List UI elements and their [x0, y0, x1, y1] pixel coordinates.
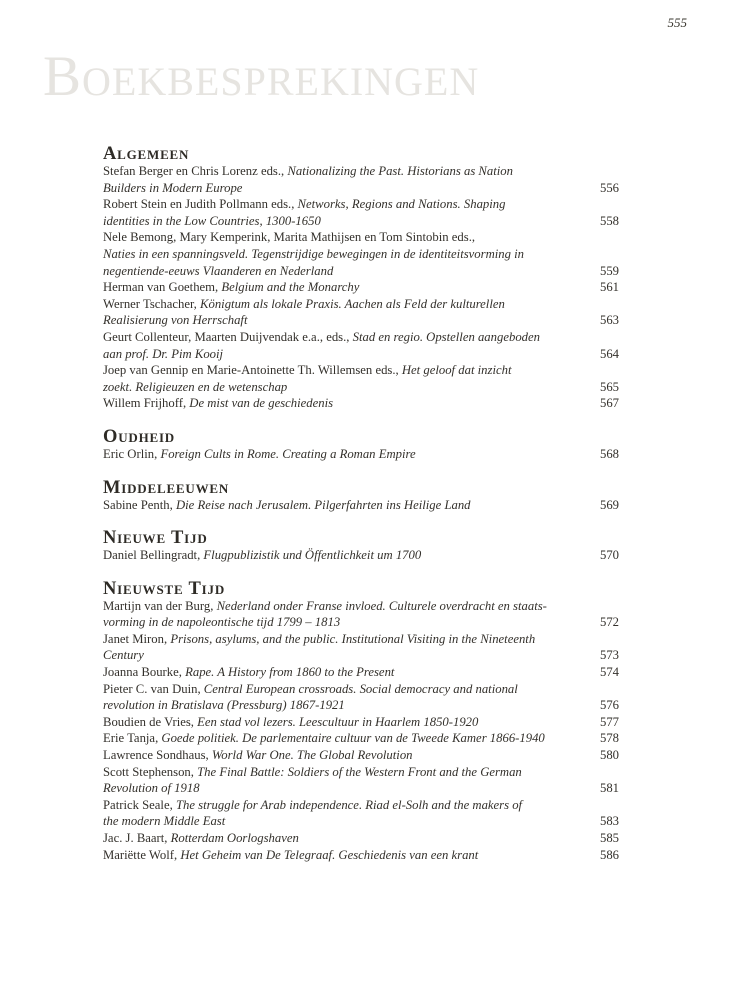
toc-entry: [103, 714, 619, 731]
entry-line: [103, 681, 619, 698]
entry-title-segment: The Final Battle: Soldiers of the Western Front and the German: [197, 764, 522, 779]
entry-title-segment: Stad en regio. Opstellen aangeboden: [352, 329, 540, 344]
entry-title-segment: Revolution of 1918: [103, 781, 200, 796]
toc-entry: [103, 598, 619, 631]
toc-entry: [103, 730, 619, 747]
page-title: Boekbesprekingen: [43, 45, 480, 108]
entry-author-segment: Mariëtte Wolf,: [103, 847, 181, 862]
entry-title-segment: Foreign Cults in Rome. Creating a Roman Empire: [160, 446, 416, 461]
entry-author-segment: Jac. J. Baart,: [103, 831, 171, 845]
toc-entry: [103, 631, 619, 664]
toc-entry: [103, 747, 619, 764]
entry-title-segment: zoekt. Religieuzen en de wetenschap: [103, 379, 288, 394]
section-heading: Nieuwste Tijd: [103, 578, 226, 599]
toc-entry: [103, 163, 619, 196]
entry-page-number: 580: [594, 747, 619, 764]
entry-title-segment: Naties in een spanningsveld. Tegenstrijdige bewegingen in de identiteitsvorming in: [103, 246, 524, 261]
entry-line: [103, 329, 619, 346]
toc-section: [103, 578, 619, 864]
entry-author-segment: Boudien de Vries,: [103, 714, 198, 729]
entry-line: [103, 346, 619, 363]
entry-page-number: 577: [594, 714, 619, 731]
toc-entry: [103, 296, 619, 329]
entry-line: [103, 446, 619, 463]
entry-line: [103, 730, 619, 747]
entry-page-number: 558: [594, 213, 619, 230]
entry-line: [103, 163, 619, 180]
entry-title-segment: Nederland onder Franse invloed. Culturele overdracht en staats-: [216, 598, 547, 613]
toc-entry: [103, 329, 619, 362]
toc-entry: [103, 847, 619, 864]
entry-title-segment: Realisierung von Herrschaft: [103, 313, 248, 328]
toc-entry: [103, 362, 619, 395]
toc-entry: [103, 664, 619, 681]
entry-page-number: 574: [594, 664, 619, 681]
entry-author-segment: Geurt Collenteur, Maarten Duijvendak e.a., eds.,: [103, 329, 353, 344]
toc-section: [103, 530, 619, 564]
entry-author-segment: Martijn van der Burg,: [103, 598, 217, 613]
entry-title-segment: the modern Middle East: [103, 814, 226, 829]
toc-entry: [103, 196, 619, 229]
entry-page-number: 572: [594, 614, 619, 631]
entry-page-number: 561: [594, 279, 619, 296]
entry-title-segment: The struggle for Arab independence. Riad el-Solh and the makers of: [175, 797, 523, 812]
entry-line: [103, 547, 619, 564]
toc-entry: [103, 279, 619, 296]
entry-title-segment: Die Reise nach Jerusalem. Pilgerfahrten ins Heilige Land: [175, 497, 471, 512]
entry-page-number: 573: [594, 647, 619, 664]
toc-entry: [103, 797, 619, 830]
entry-line: [103, 279, 619, 296]
entry-page-number: 565: [594, 379, 619, 396]
entry-page-number: 585: [594, 830, 619, 847]
section-heading: Nieuwe Tijd: [103, 528, 208, 549]
entry-page-number: 563: [594, 312, 619, 329]
entry-line: [103, 697, 619, 714]
section-heading: Algemeen: [103, 144, 190, 164]
entry-page-number: 567: [594, 395, 619, 412]
entry-title-segment: revolution in Bratislava (Pressburg) 1867-1921: [103, 698, 345, 713]
entry-page-number: 581: [594, 780, 619, 797]
entry-line: [103, 797, 619, 814]
entry-title-segment: Königtum als lokale Praxis. Aachen als Feld der kulturellen: [200, 296, 505, 311]
entry-title-segment: World War One. The Global Revolution: [211, 748, 413, 763]
entry-author-segment: Joep van Gennip en Marie-Antoinette Th. Willemsen eds.,: [103, 363, 402, 378]
entry-line: [103, 714, 619, 731]
entry-line: [103, 647, 619, 664]
entry-line: [103, 497, 619, 514]
entry-title-segment: negentiende-eeuws Vlaanderen en Nederland: [103, 263, 334, 278]
toc-entry: [103, 395, 619, 412]
entry-line: [103, 631, 619, 648]
entry-title-segment: Nationalizing the Past. Historians as Nation: [287, 164, 513, 178]
entry-author-segment: Joanna Bourke,: [103, 665, 186, 680]
entry-title-segment: Het geloof dat inzicht: [401, 363, 512, 378]
entry-line: [103, 229, 619, 246]
entry-line: [103, 764, 619, 781]
entry-title-segment: Flugpublizistik und Öffentlichkeit um 1700: [203, 548, 422, 563]
entry-line: [103, 395, 619, 412]
entry-title-segment: vorming in de napoleontische tijd 1799 – 1813: [103, 615, 341, 630]
entry-page-number: 568: [594, 446, 619, 463]
entry-author-segment: Eric Orlin,: [103, 446, 161, 461]
entry-title-segment: Een stad vol lezers. Leescultuur in Haarlem 1850-1920: [197, 714, 479, 729]
entry-line: [103, 196, 619, 213]
entry-title-segment: aan prof. Dr. Pim Kooij: [103, 346, 224, 361]
entry-title-segment: Prisons, asylums, and the public. Institutional Visiting in the Nineteenth: [170, 631, 536, 646]
entry-page-number: 586: [594, 847, 619, 864]
entry-line: [103, 813, 619, 830]
entry-line: [103, 362, 619, 379]
entry-author-segment: Daniel Bellingradt,: [103, 548, 204, 563]
toc-entry: [103, 547, 619, 564]
entry-title-segment: Builders in Modern Europe: [103, 180, 243, 195]
entry-page-number: 564: [594, 346, 619, 363]
toc-entry: [103, 681, 619, 714]
entry-title-segment: Rotterdam Oorlogshaven: [170, 831, 299, 845]
entry-author-segment: Stefan Berger en Chris Lorenz eds.,: [103, 164, 288, 178]
toc-entry: [103, 229, 619, 279]
entry-title-segment: Century: [103, 648, 144, 663]
entry-author-segment: Erie Tanja,: [103, 731, 162, 746]
entry-line: [103, 747, 619, 764]
entry-page-number: 583: [594, 813, 619, 830]
entry-line: [103, 614, 619, 631]
entry-author-segment: Scott Stephenson,: [103, 764, 198, 779]
entry-author-segment: Patrick Seale,: [103, 797, 176, 812]
entry-line: [103, 180, 619, 197]
entry-line: [103, 296, 619, 313]
entry-author-segment: Willem Frijhoff,: [103, 396, 190, 411]
entry-page-number: 556: [594, 180, 619, 197]
entry-line: [103, 379, 619, 396]
entry-line: [103, 664, 619, 681]
entry-line: [103, 213, 619, 230]
folio-page-number: 555: [667, 15, 687, 30]
entry-page-number: 576: [594, 697, 619, 714]
entry-line: [103, 312, 619, 329]
toc-entry: [103, 830, 619, 847]
toc-section: [103, 146, 619, 412]
entry-line: [103, 598, 619, 615]
entry-line: [103, 246, 619, 263]
toc-section: [103, 477, 619, 514]
entry-page-number: 569: [594, 497, 619, 514]
entry-page-number: 559: [594, 263, 619, 280]
entry-line: [103, 263, 619, 280]
toc-section: [103, 426, 619, 463]
entry-title-segment: identities in the Low Countries, 1300-1650: [103, 213, 321, 228]
entry-author-segment: Lawrence Sondhaus,: [103, 748, 212, 763]
entry-title-segment: Het Geheim van De Telegraaf. Geschiedenis van een krant: [180, 847, 479, 862]
entry-line: [103, 780, 619, 797]
entry-author-segment: Nele Bemong, Mary Kemperink, Marita Mathijsen en Tom Sintobin eds.,: [103, 230, 476, 245]
entry-title-segment: De mist van de geschiedenis: [189, 396, 334, 411]
entry-title-segment: Belgium and the Monarchy: [221, 280, 360, 295]
entry-line: [103, 847, 619, 864]
entry-author-segment: Herman van Goethem,: [103, 280, 222, 295]
toc-entry: [103, 497, 619, 514]
entry-title-segment: Rape. A History from 1860 to the Present: [185, 665, 395, 680]
entry-title-segment: Networks, Regions and Nations. Shaping: [297, 197, 506, 212]
entry-author-segment: Robert Stein en Judith Pollmann eds.,: [103, 197, 298, 212]
entry-page-number: 578: [594, 730, 619, 747]
entry-page-number: 570: [594, 547, 619, 564]
entry-author-segment: Werner Tschacher,: [103, 296, 201, 311]
entry-line: [103, 830, 619, 847]
entry-title-segment: Goede politiek. De parlementaire cultuur van de Tweede Kamer 1866-1940: [161, 731, 545, 746]
toc-entry: [103, 764, 619, 797]
section-heading: Oudheid: [103, 426, 175, 447]
entry-author-segment: Janet Miron,: [103, 631, 171, 646]
entry-author-segment: Pieter C. van Duin,: [103, 681, 204, 696]
toc: [103, 146, 619, 863]
entry-author-segment: Sabine Penth,: [103, 497, 176, 512]
section-heading: Middeleeuwen: [103, 477, 230, 498]
toc-entry: [103, 446, 619, 463]
entry-title-segment: Central European crossroads. Social democracy and national: [203, 681, 518, 696]
